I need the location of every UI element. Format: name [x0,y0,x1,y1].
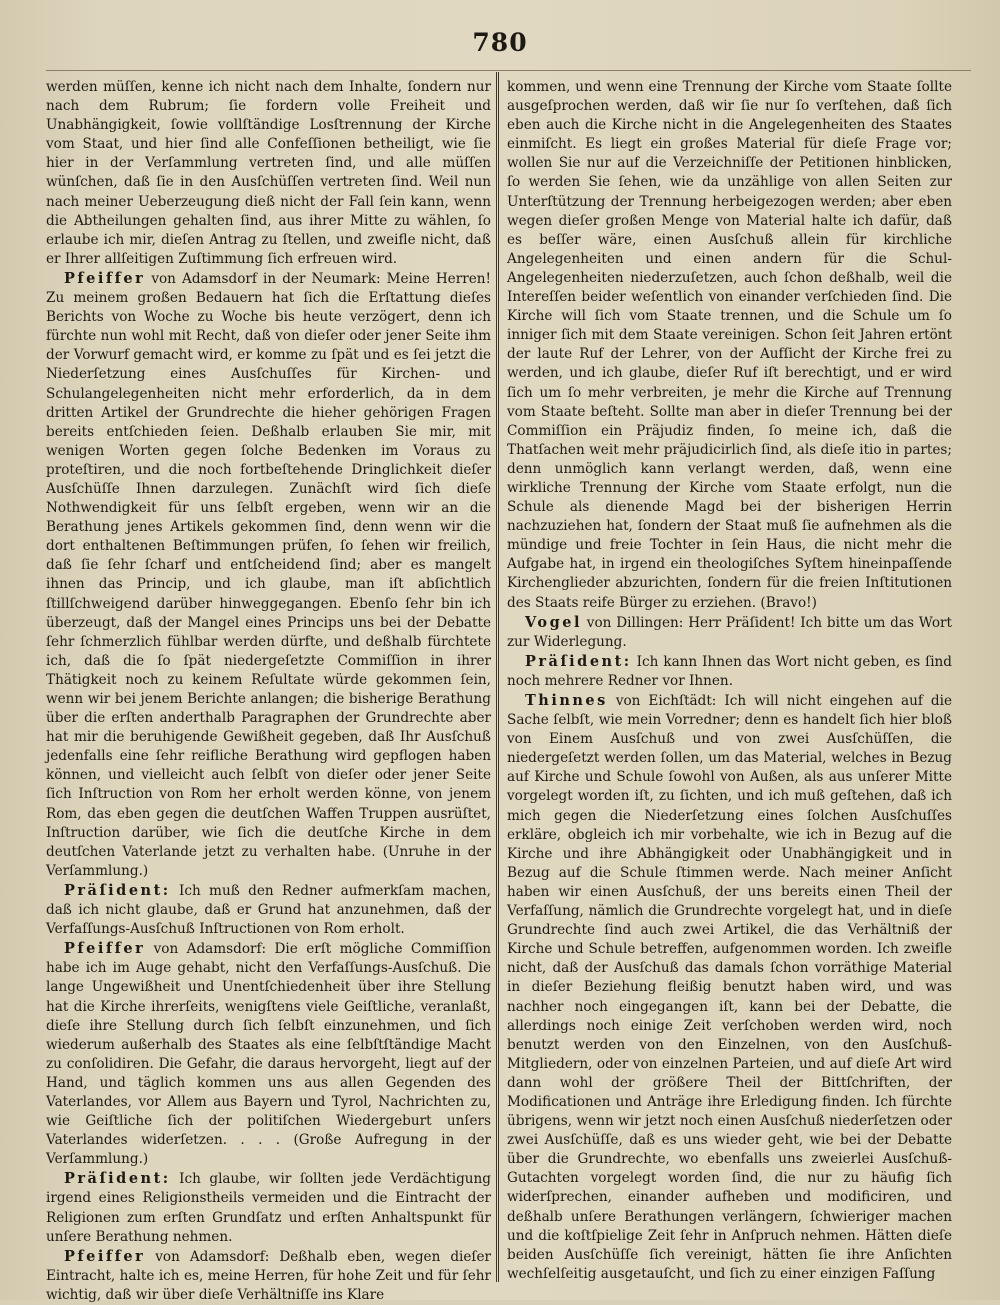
paragraph-text: Ich muß den Redner aufmerkſam machen, daß ich nicht glaube, daß er Grund hat anzunehmen, daß der Verfaſſungs-Ausſchuß Inſtructionen von Rom erholt. [46,882,491,938]
paragraph-text: von Adamsdorf: Deßhalb eben, wegen dieſer Eintracht, halte ich es, meine Herren, für hohe Zeit und für ſehr wichtig, daß wir über dieſe Verhältniſſe ins Klare [46,1248,491,1303]
paragraph [507,78,952,613]
paragraph-text: von Dillingen: Herr Präſident! Ich bitte um das Wort zur Widerlegung. [507,614,952,650]
left-column [46,78,491,1303]
speaker-name: Pfeiffer [64,269,146,287]
speaker-name: Präſident: [525,652,632,670]
speaker-name: Pfeiffer [64,1247,146,1265]
paragraph [507,691,952,1284]
column-divider [496,72,499,1282]
paragraph [507,613,952,652]
speaker-name: Vogel [525,613,582,631]
paragraph-text: werden müſſen, kenne ich nicht nach dem Inhalte, ſondern nur nach dem Rubrum; ſie fordern volle Freiheit und Unabhängigkeit, ſowie vollſtändige Losſtrennung der Kirche vom Staat, und hier ſind alle Confeſſionen betheiligt, wie ſie hier in der Verſammlung vertreten ſind, und alle müſſen wünſchen, daß ſie in den Ausſchüſſen vertreten ſind. Weil nun nach meiner Ueberzeugung dieß nicht der Fall ſein kann, wenn die Abtheilungen gehalten ſind, aus ihrer Mitte zu wählen, ſo erlaube ich mir, dieſen Antrag zu ſtellen, und zweifle nicht, daß er Ihrer allſeitigen Zuſtimmung ſich erfreuen wird. [46,79,491,267]
paragraph-text: kommen, und wenn eine Trennung der Kirche vom Staate ſollte ausgeſprochen werden, daß wir ſie nur ſo verſtehen, daß ſich eben auch die Kirche nicht in die Angelegenheiten des Staates einmiſcht. Es liegt ein großes Material für dieſe Frage vor; wollen Sie nur auf die Verzeichniſſe der Petitionen hinblicken, ſo werden Sie ſehen, wie da unzählige von allen Seiten zur Unterſtützung der Trennung herbeigezogen werden; aber eben wegen dieſer großen Menge von Material halte ich dafür, daß es beſſer wäre, einen Ausſchuß allein für kirchliche Angelegenheiten und einen andern für die Schul-Angelegenheiten niederzuſetzen, auch ſchon deßhalb, weil die Intereſſen beider weſentlich von einander verſchieden ſind. Die Kirche will ſich vom Staate trennen, und die Schule um ſo inniger ſich mit dem Staate vereinigen. Schon ſeit Jahren ertönt der laute Ruf der Lehrer, von der Aufſicht der Kirche frei zu werden, und ich glaube, dieſer Ruf iſt berechtigt, und er wird ſich um ſo mehr verbreiten, je mehr die Kirche auf Trennung vom Staate beſteht. Sollte man aber in dieſer Trennung bei der Commiſſion ein Präjudiz finden, ſo meine ich, daß die Thatſachen weit mehr präjudicirlich ſind, als dieſe itio in partes; denn unmöglich kann verlangt werden, daß, wenn eine wirkliche Trennung der Kirche vom Staate erfolgt, nun die Schule als dienende Magd bei der bisherigen Herrin nachzuziehen hat, ſondern der Staat muß ſie aufnehmen als die mündige und freie Tochter in ſein Haus, die nicht mehr die Aufgabe hat, in irgend ein theologiſches Syſtem hineinpaſſende Kirchenglieder abzurichten, ſondern für die freien Inſtitutionen des Staats reife Bürger zu erziehen. (Bravo!) [507,79,952,611]
page-number: 780 [472,28,528,57]
paragraph [46,1169,491,1246]
header-rule [46,70,971,71]
paragraph [46,269,491,881]
paragraph [46,939,491,1169]
speaker-name: Thinnes [525,692,608,709]
paragraph [46,881,491,939]
speaker-name: Pfeiffer [64,940,146,958]
paragraph-text: Ich kann Ihnen das Wort nicht geben, es ſind noch mehrere Redner vor Ihnen. [507,653,952,689]
speaker-name: Präſident: [64,881,171,899]
speaker-name: Präſident: [64,1170,171,1188]
paragraph [507,652,952,691]
paragraph-text: von Adamsdorf: Die erſt mögliche Commiſſion habe ich im Auge gehabt, nicht den Verfaſſungs-Ausſchuß. Die lange Ungewißheit und Unentſchiedenheit über ihre Stellung hat die Kirche ihrerſeits, wenigſtens viele Geiſtliche, veranlaßt, dieſe ihre Stellung durch ſich ſelbſt einzunehmen, und ſich wiederum außerhalb des Staates als eine ſelbſtſtändige Macht zu conſolidiren. Die Gefahr, die daraus hervorgeht, liegt auf der Hand, und täglich kommen uns aus allen Gegenden des Vaterlandes, vor Allem aus Bayern und Tyrol, Nachrichten zu, wie Geiſtliche ſich der politiſchen Wiedergeburt unſers Vaterlandes widerſetzen. . . . (Große Aufregung in der Verſammlung.) [46,941,491,1168]
paragraph [46,1247,491,1305]
paragraph-text: von Eichſtädt: Ich will nicht eingehen auf die Sache ſelbſt, wie mein Vorredner; denn es handelt ſich hier bloß von Einem Ausſchuß und von zwei Ausſchüſſen, die niedergeſetzt werden ſollen, um das Material, welches in Bezug auf Kirche und Schule ſowohl von Außen, als aus unſerer Mitte vorgelegt worden iſt, zu ſichten, und ich muß geſtehen, daß ich mich gegen die Niederſetzung eines ſolchen Ausſchuſſes erkläre, obgleich ich mir vorbehalte, wie ich in Bezug auf die Kirche und ihre Abhängigkeit oder Unabhängigkeit und in Bezug auf die Schule ſtimmen werde. Nach meiner Anſicht haben wir einen Ausſchuß, der uns bereits einen Theil der Verfaſſung, nämlich die Grundrechte vorgelegt hat, und in dieſe Grundrechte ſind auch zwei Artikel, die das Verhältniß der Kirche und Schule betreffen, aufgenommen worden. Ich zweifle nicht, daß der Ausſchuß das damals ſchon vorräthige Material in dieſer Beziehung fleißig benutzt haben wird, und was nachher noch eingegangen iſt, kann bei der Debatte, die allerdings noch einige Zeit verſchoben werden wird, noch benutzt werden von den Einzelnen, von den Ausſchuß-Mitgliedern, oder von einzelnen Parteien, und auf dieſe Art wird dann wohl der größere Theil der Bittſchriften, der Modificationen und Anträge ihre Erledigung finden. Ich fürchte übrigens, wenn wir jetzt noch einen Ausſchuß niederſetzen oder zwei Ausſchüſſe, daß es uns wieder geht, wie bei der Debatte über die Grundrechte, wo ebenfalls uns zweierlei Ausſchuß-Gutachten vorgelegt worden ſind, die nur zu häufig ſich widerſprechen, einander aufheben und modificiren, und deßhalb unſere Berathungen verlängern, ſchwieriger machen und die koſtſpielige Zeit ſehr in Anſpruch nehmen. Hätten dieſe beiden Ausſchüſſe ſich vereinigt, hätten ſie ihre Anſichten wechſelſeitig ausgetauſcht, und ſich zu einer einzigen Faſſung [507,693,952,1282]
paragraph-text: Ich glaube, wir ſollten jede Verdächtigung irgend eines Religionstheils vermeiden und die Eintracht der Religionen zum erſten Grundſatz und erſten Anhaltspunkt für unſere Berathung nehmen. [46,1171,491,1245]
paragraph-text: von Adamsdorf in der Neumark: Meine Herren! Zu meinem großen Bedauern hat ſich die Erſtattung dieſes Berichts von Woche zu Woche bis heute verzögert, denn ich fürchte nun wohl mit Recht, daß von dieſer oder jener Seite ihm der Vorwurf gemacht wird, er komme zu ſpät und es ſei jetzt die Niederſetzung eines Ausſchuſſes für Kirchen- und Schulangelegenheiten nicht mehr erforderlich, da in dem dritten Artikel der Grundrechte die hieher gehörigen Fragen bereits entſchieden ſeien. Deßhalb erlauben Sie mir, mit wenigen Worten gegen ſolche Bedenken im Voraus zu proteſtiren, und die noch fortbeſtehende Dringlichkeit dieſer Ausſchüſſe Ihnen darzulegen. Zunächſt wird ſich dieſe Nothwendigkeit für uns ſelbſt ergeben, wenn wir an die Berathung jenes Artikels gekommen ſind, denn wenn wir die dort enthaltenen Beſtimmungen prüfen, ſo ſehen wir freilich, daß ſie ſehr ſcharf und entſcheidend ſind; aber es mangelt ihnen das Princip, und ich glaube, man iſt abſichtlich ſtillſchweigend darüber hinweggegangen. Ebenſo ſehr bin ich überzeugt, daß der Mangel eines Princips uns bei der Debatte ſehr ſchmerzlich fühlbar werden dürfte, und deßhalb fürchtete ich, daß die ſo ſpät niedergeſetzte Commiſſion in ihrer Thätigkeit noch zu keinem Reſultate würde gekommen ſein, wenn wir bei jenem Berichte anlangen; die bisherige Berathung über die erſten anderthalb Paragraphen der Grundrechte aber hat mir die beruhigende Gewißheit gegeben, daß Ihr Ausſchuß jedenfalls eine ſehr reifliche Berathung wird gepflogen haben können, und vielleicht auch ſelbſt von dieſer oder jener Seite ſich Inſtruction von Rom her erholt werden könne, von jenem Rom, das eben gegen die deutſchen Waffen Truppen ausrüſtet, Inſtruction darüber, wie ſich die deutſche Kirche in dem deutſchen Vaterlande jetzt zu verhalten habe. (Unruhe in der Verſammlung.) [46,270,491,879]
right-column [507,78,952,1282]
paragraph [46,78,491,269]
